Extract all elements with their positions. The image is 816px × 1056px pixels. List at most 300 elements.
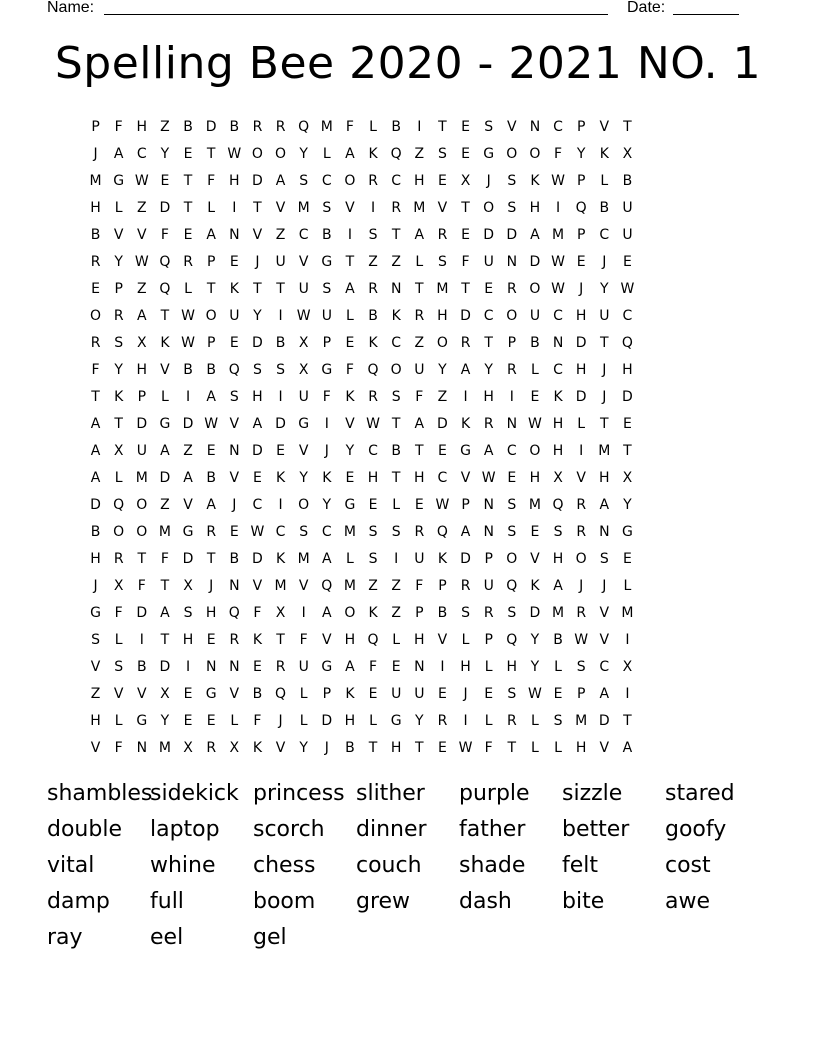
grid-letter: A [160, 605, 170, 621]
grid-letter: Z [183, 443, 193, 459]
grid-letter: H [136, 119, 148, 135]
grid-letter: M [135, 470, 148, 486]
grid-letter: K [275, 551, 286, 567]
grid-letter: W [227, 146, 242, 162]
grid-letter: S [576, 659, 586, 675]
grid-letter: K [229, 281, 239, 297]
grid-letter: P [438, 578, 447, 594]
word-bank-item: dinner [356, 817, 427, 842]
grid-letter: O [483, 200, 495, 216]
grid-letter: O [529, 281, 541, 297]
grid-letter: O [344, 173, 356, 189]
grid-letter: H [90, 713, 101, 729]
grid-letter: T [114, 416, 123, 432]
grid-letter: O [205, 308, 217, 324]
grid-letter: E [368, 497, 378, 513]
grid-letter: V [599, 119, 610, 135]
grid-letter: H [90, 200, 101, 216]
grid-letter: D [622, 389, 633, 405]
grid-letter: C [483, 308, 494, 324]
grid-letter: V [113, 686, 124, 702]
grid-letter: F [369, 659, 378, 675]
word-bank-item: sidekick [150, 781, 239, 806]
grid-letter: P [461, 497, 470, 513]
grid-letter: M [528, 497, 541, 513]
grid-letter: L [369, 713, 377, 729]
grid-letter: G [321, 362, 333, 378]
grid-letter: C [321, 173, 332, 189]
grid-letter: K [437, 551, 448, 567]
grid-letter: B [90, 227, 101, 243]
grid-letter: K [160, 335, 170, 351]
grid-letter: F [253, 605, 262, 621]
grid-letter: H [414, 173, 425, 189]
grid-letter: E [206, 443, 216, 459]
grid-letter: R [229, 632, 240, 648]
grid-letter: T [183, 200, 193, 216]
grid-letter: G [113, 173, 125, 189]
grid-letter: E [461, 227, 470, 243]
grid-letter: S [276, 362, 285, 378]
grid-letter: D [182, 551, 194, 567]
grid-letter: E [623, 416, 632, 432]
grid-letter: T [623, 443, 632, 459]
grid-letter: L [554, 740, 562, 756]
grid-letter: T [507, 740, 517, 756]
grid-letter: Y [345, 443, 355, 459]
grid-letter: S [599, 551, 609, 567]
grid-letter: V [298, 254, 309, 270]
grid-letter: F [415, 389, 424, 405]
word-bank-item: dash [459, 889, 512, 914]
grid-letter: V [437, 200, 448, 216]
grid-letter: R [113, 551, 124, 567]
grid-letter: C [553, 362, 563, 378]
grid-letter: R [414, 308, 425, 324]
grid-letter: U [136, 443, 147, 459]
grid-letter: E [507, 470, 517, 486]
grid-letter: E [183, 686, 193, 702]
grid-letter: I [185, 389, 191, 405]
grid-letter: E [183, 227, 193, 243]
grid-letter: O [275, 146, 287, 162]
grid-letter: B [137, 659, 147, 675]
grid-letter: T [415, 740, 424, 756]
grid-letter: E [183, 146, 193, 162]
grid-letter: V [298, 578, 309, 594]
grid-letter: T [160, 632, 170, 648]
grid-letter: X [137, 335, 147, 351]
grid-letter: O [506, 308, 518, 324]
grid-letter: Y [600, 281, 609, 297]
grid-letter: V [252, 227, 263, 243]
grid-letter: B [391, 119, 401, 135]
grid-letter: D [575, 335, 587, 351]
grid-letter: W [458, 740, 473, 756]
grid-row [84, 330, 732, 357]
grid-row [84, 222, 732, 249]
grid-row [84, 141, 732, 168]
grid-letter: W [134, 173, 149, 189]
grid-letter: A [345, 659, 355, 675]
word-bank-item: cost [665, 853, 711, 878]
grid-letter: K [114, 389, 124, 405]
grid-letter: W [528, 416, 542, 432]
grid-letter: O [390, 362, 402, 378]
grid-letter: N [506, 254, 518, 270]
grid-letter: P [576, 227, 586, 243]
name-label: Name: [47, 0, 95, 16]
grid-letter: P [206, 254, 216, 270]
grid-letter: U [229, 308, 240, 324]
grid-row [84, 303, 732, 330]
grid-letter: J [93, 578, 98, 594]
grid-letter: W [204, 416, 219, 432]
grid-letter: N [229, 443, 240, 459]
grid-letter: X [298, 362, 309, 378]
grid-letter: H [367, 470, 379, 486]
grid-letter: H [344, 713, 356, 729]
word-bank-item: scorch [253, 817, 325, 842]
grid-letter: C [553, 119, 563, 135]
grid-letter: L [322, 146, 331, 162]
grid-letter: G [483, 146, 495, 162]
grid-letter: S [437, 254, 447, 270]
grid-letter: P [137, 389, 147, 405]
grid-letter: T [461, 281, 470, 297]
grid-letter: X [622, 146, 633, 162]
grid-letter: I [278, 308, 283, 324]
grid-letter: F [207, 173, 216, 189]
grid-row [84, 546, 732, 573]
grid-letter: A [183, 470, 193, 486]
grid-letter: Y [415, 713, 424, 729]
grid-letter: X [183, 740, 193, 756]
grid-letter: A [252, 416, 263, 432]
grid-letter: E [461, 146, 470, 162]
grid-letter: X [183, 578, 193, 594]
grid-letter: N [599, 524, 610, 540]
grid-letter: V [229, 686, 240, 702]
grid-letter: A [160, 443, 170, 459]
grid-letter: M [274, 578, 287, 594]
grid-letter: N [414, 659, 425, 675]
grid-letter: L [554, 659, 562, 675]
grid-letter: U [529, 308, 541, 324]
grid-letter: L [207, 200, 216, 216]
grid-letter: M [598, 443, 611, 459]
grid-letter: S [183, 605, 193, 621]
grid-letter: C [391, 173, 402, 189]
grid-letter: Y [299, 740, 308, 756]
grid-letter: P [507, 335, 517, 351]
grid-letter: E [229, 335, 239, 351]
grid-letter: J [579, 281, 584, 297]
grid-letter: E [438, 686, 447, 702]
grid-letter: S [461, 605, 470, 621]
grid-letter: O [506, 146, 518, 162]
grid-letter: O [575, 551, 587, 567]
grid-letter: L [623, 578, 632, 594]
grid-letter: S [484, 119, 494, 135]
word-bank-item: slither [356, 781, 425, 806]
grid-letter: E [438, 740, 447, 756]
word-bank-item: ray [47, 925, 83, 950]
grid-letter: I [347, 227, 352, 243]
grid-letter: W [620, 281, 635, 297]
grid-letter: F [415, 578, 424, 594]
grid-letter: R [391, 200, 402, 216]
grid-letter: T [253, 281, 262, 297]
grid-letter: E [484, 281, 494, 297]
grid-letter: V [275, 200, 286, 216]
grid-letter: L [461, 632, 470, 648]
grid-letter: E [438, 443, 447, 459]
grid-row [84, 276, 732, 303]
grid-letter: Y [530, 659, 540, 675]
grid-letter: P [576, 119, 586, 135]
grid-letter: F [160, 551, 169, 567]
grid-letter: E [345, 335, 355, 351]
grid-letter: W [134, 254, 149, 270]
grid-letter: V [599, 740, 610, 756]
grid-letter: M [158, 524, 171, 540]
grid-letter: T [391, 227, 401, 243]
grid-letter: L [392, 497, 401, 513]
grid-letter: S [507, 605, 517, 621]
grid-letter: L [161, 389, 169, 405]
grid-letter: B [622, 173, 633, 189]
grid-letter: W [366, 416, 380, 432]
grid-letter: A [460, 524, 471, 540]
grid-letter: Y [530, 632, 540, 648]
grid-letter: G [182, 524, 194, 540]
grid-letter: I [232, 200, 237, 216]
grid-letter: O [90, 308, 102, 324]
grid-letter: V [599, 632, 610, 648]
grid-row [84, 249, 732, 276]
grid-letter: F [484, 740, 493, 756]
grid-letter: A [553, 578, 563, 594]
word-bank-item: sizzle [562, 781, 623, 806]
grid-letter: E [484, 686, 494, 702]
grid-letter: J [602, 389, 607, 405]
grid-letter: T [600, 335, 609, 351]
grid-letter: F [299, 632, 308, 648]
word-bank-item: goofy [665, 817, 727, 842]
grid-letter: T [623, 119, 632, 135]
grid-letter: V [90, 659, 101, 675]
grid-letter: F [114, 740, 123, 756]
grid-letter: F [554, 146, 563, 162]
grid-letter: L [531, 362, 539, 378]
grid-letter: K [368, 335, 378, 351]
grid-letter: P [576, 173, 586, 189]
grid-letter: L [484, 713, 493, 729]
grid-letter: H [552, 443, 564, 459]
grid-letter: U [391, 686, 402, 702]
word-bank-item: stared [665, 781, 735, 806]
grid-letter: Q [367, 362, 379, 378]
grid-letter: J [602, 362, 607, 378]
grid-letter: E [206, 713, 216, 729]
grid-letter: D [159, 659, 171, 675]
grid-letter: K [553, 389, 563, 405]
grid-letter: P [114, 281, 123, 297]
grid-letter: L [184, 281, 192, 297]
grid-letter: Q [436, 524, 448, 540]
grid-letter: K [252, 740, 263, 756]
grid-letter: L [299, 686, 308, 702]
grid-letter: A [345, 146, 355, 162]
grid-letter: K [391, 308, 401, 324]
grid-letter: W [574, 632, 589, 648]
grid-letter: F [137, 578, 146, 594]
grid-letter: U [298, 281, 309, 297]
grid-letter: B [368, 308, 378, 324]
grid-letter: Y [114, 362, 123, 378]
grid-letter: Z [391, 605, 401, 621]
grid-letter: H [622, 362, 633, 378]
grid-letter: N [390, 281, 402, 297]
grid-letter: H [252, 389, 263, 405]
grid-letter: L [346, 551, 354, 567]
grid-letter: X [622, 470, 633, 486]
grid-letter: R [576, 605, 587, 621]
grid-letter: S [299, 524, 309, 540]
grid-letter: R [206, 740, 217, 756]
grid-letter: X [275, 605, 286, 621]
grid-letter: B [183, 119, 193, 135]
grid-letter: K [530, 173, 540, 189]
grid-letter: F [345, 119, 354, 135]
grid-letter: C [553, 308, 563, 324]
grid-letter: U [599, 308, 610, 324]
grid-letter: P [415, 605, 424, 621]
grid-letter: O [529, 146, 541, 162]
grid-letter: B [229, 119, 240, 135]
grid-letter: J [602, 578, 607, 594]
grid-letter: O [436, 335, 448, 351]
grid-letter: O [529, 443, 541, 459]
grid-letter: C [437, 470, 448, 486]
grid-letter: X [113, 578, 124, 594]
grid-letter: Q [367, 632, 379, 648]
grid-letter: H [229, 173, 240, 189]
grid-letter: H [205, 605, 217, 621]
grid-letter: I [463, 713, 468, 729]
grid-letter: R [275, 659, 286, 675]
grid-row [84, 708, 732, 735]
grid-letter: I [394, 551, 399, 567]
grid-letter: I [185, 659, 191, 675]
grid-letter: Q [113, 497, 125, 513]
grid-letter: I [625, 686, 630, 702]
grid-letter: H [344, 632, 356, 648]
grid-letter: B [553, 632, 563, 648]
word-bank [47, 779, 767, 959]
grid-letter: V [298, 443, 309, 459]
grid-letter: I [278, 497, 283, 513]
grid-letter: I [370, 200, 376, 216]
grid-row [84, 735, 732, 762]
grid-letter: Z [160, 119, 170, 135]
grid-letter: S [91, 632, 100, 648]
grid-letter: K [322, 470, 332, 486]
grid-letter: I [555, 200, 561, 216]
grid-letter: G [460, 443, 471, 459]
grid-row [84, 384, 732, 411]
grid-row [84, 519, 732, 546]
grid-letter: L [484, 659, 493, 675]
grid-letter: F [114, 605, 123, 621]
grid-letter: W [435, 497, 450, 513]
grid-letter: W [528, 686, 542, 702]
grid-letter: D [252, 551, 263, 567]
grid-letter: A [530, 227, 540, 243]
grid-letter: B [183, 362, 193, 378]
grid-letter: T [206, 281, 216, 297]
grid-letter: I [463, 389, 468, 405]
grid-letter: Y [299, 470, 308, 486]
grid-letter: B [90, 524, 101, 540]
grid-letter: Q [275, 686, 287, 702]
grid-letter: Q [506, 578, 518, 594]
grid-letter: B [252, 686, 263, 702]
grid-row [84, 438, 732, 465]
grid-letter: C [599, 659, 610, 675]
grid-letter: E [530, 524, 540, 540]
grid-letter: D [506, 227, 518, 243]
word-bank-item: full [150, 889, 184, 914]
grid-letter: G [344, 497, 356, 513]
grid-letter: A [345, 281, 355, 297]
grid-letter: N [529, 119, 541, 135]
grid-letter: E [391, 659, 401, 675]
grid-letter: S [507, 200, 517, 216]
grid-letter: F [253, 713, 262, 729]
name-date-header [47, 0, 747, 18]
grid-letter: Y [114, 254, 123, 270]
word-bank-item: better [562, 817, 630, 842]
grid-letter: Y [299, 146, 308, 162]
grid-letter: T [391, 470, 401, 486]
grid-letter: T [345, 254, 355, 270]
grid-letter: L [114, 200, 123, 216]
grid-letter: A [414, 227, 425, 243]
grid-letter: T [600, 416, 609, 432]
grid-letter: I [324, 416, 329, 432]
grid-letter: E [160, 173, 170, 189]
grid-letter: W [250, 524, 265, 540]
grid-letter: L [346, 308, 354, 324]
grid-letter: D [483, 227, 495, 243]
grid-letter: G [321, 254, 333, 270]
grid-letter: Q [159, 281, 171, 297]
grid-letter: W [551, 254, 565, 270]
grid-letter: Q [159, 254, 171, 270]
grid-letter: A [90, 416, 101, 432]
grid-letter: K [599, 146, 609, 162]
grid-letter: J [255, 254, 260, 270]
name-blank-line [104, 14, 608, 15]
grid-letter: N [483, 524, 494, 540]
grid-letter: T [484, 335, 493, 351]
grid-letter: Y [253, 308, 262, 324]
grid-letter: T [160, 308, 170, 324]
grid-letter: Y [484, 362, 493, 378]
grid-letter: R [460, 335, 471, 351]
